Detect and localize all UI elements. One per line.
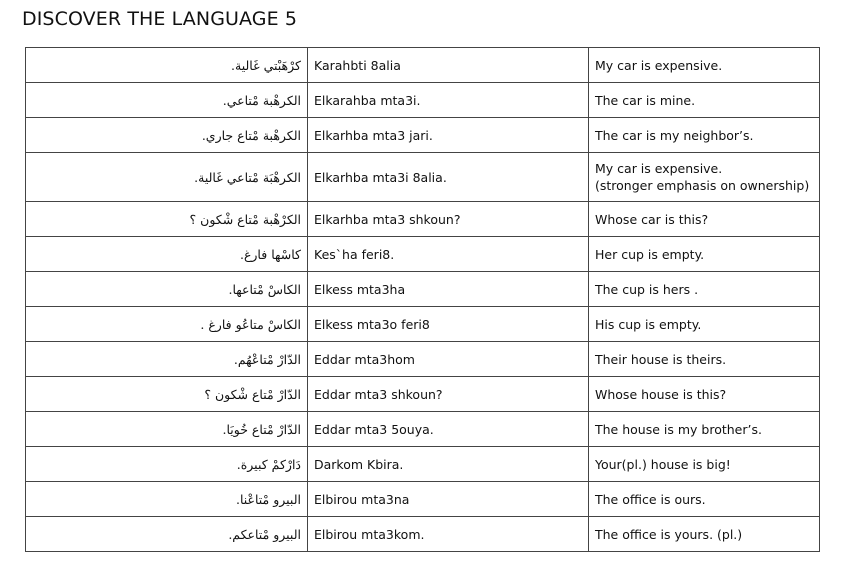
table-row xyxy=(26,482,820,517)
english-cell xyxy=(589,202,820,237)
table-row xyxy=(26,342,820,377)
table-row xyxy=(26,272,820,307)
english-line: Her cup is empty. xyxy=(595,246,705,262)
table-row xyxy=(26,118,820,153)
transliteration-cell: Elkess mta3ha xyxy=(308,272,589,307)
transliteration-cell: Darkom Kbira. xyxy=(308,447,589,482)
english-cell xyxy=(589,153,820,202)
english-line: The car is my neighbor’s. xyxy=(595,127,754,143)
english-line: The car is mine. xyxy=(595,92,696,108)
english-cell xyxy=(589,118,820,153)
table-row xyxy=(26,202,820,237)
table-row xyxy=(26,48,820,83)
arabic-cell: الدّارْ مْتاع خُويَا. xyxy=(26,412,308,447)
transliteration-cell: Eddar mta3hom xyxy=(308,342,589,377)
table-body xyxy=(26,48,820,552)
english-cell xyxy=(589,48,820,83)
english-cell xyxy=(589,517,820,552)
english-line: (stronger emphasis on ownership) xyxy=(595,178,810,193)
english-cell xyxy=(589,83,820,118)
table-row xyxy=(26,83,820,118)
transliteration-cell: Elkarhba mta3i 8alia. xyxy=(308,153,589,202)
arabic-cell: الكاسْ مْتاعها. xyxy=(26,272,308,307)
arabic-cell: الكرهْبة مْتاعي. xyxy=(26,83,308,118)
page-title: DISCOVER THE LANGUAGE 5 xyxy=(22,8,298,30)
english-line: The office is yours. (pl.) xyxy=(595,526,743,542)
english-cell xyxy=(589,272,820,307)
english-line: Your(pl.) house is big! xyxy=(595,456,731,472)
transliteration-cell: Elkess mta3o feri8 xyxy=(308,307,589,342)
transliteration-cell: Elkarhba mta3 shkoun? xyxy=(308,202,589,237)
table-row xyxy=(26,412,820,447)
english-line: His cup is empty. xyxy=(595,316,702,332)
english-line: My car is expensive. xyxy=(595,161,723,176)
transliteration-cell: Elbirou mta3na xyxy=(308,482,589,517)
transliteration-cell: Elkarahba mta3i. xyxy=(308,83,589,118)
arabic-cell: الدّارْ مْتاع شْكون ؟ xyxy=(26,377,308,412)
english-line: Whose car is this? xyxy=(595,211,709,227)
english-line: The cup is hers . xyxy=(595,281,699,297)
english-line: My car is expensive. xyxy=(595,57,723,73)
table-row xyxy=(26,447,820,482)
arabic-cell: دَارْكمْ كبيرة. xyxy=(26,447,308,482)
arabic-cell: الدّارْ مْتاعْهُم. xyxy=(26,342,308,377)
arabic-cell: الكرْهْبة مْتاع شْكون ؟ xyxy=(26,202,308,237)
table-row xyxy=(26,153,820,202)
english-cell xyxy=(589,447,820,482)
arabic-cell: الكاسْ متاعُو فارغ . xyxy=(26,307,308,342)
english-cell xyxy=(589,307,820,342)
transliteration-cell: Elbirou mta3kom. xyxy=(308,517,589,552)
arabic-cell: البيرو مْتاعكم. xyxy=(26,517,308,552)
table-row xyxy=(26,307,820,342)
table-row xyxy=(26,237,820,272)
table-row xyxy=(26,517,820,552)
transliteration-cell: Elkarhba mta3 jari. xyxy=(308,118,589,153)
english-cell xyxy=(589,482,820,517)
arabic-cell: الكرهْبة مْتاع جاري. xyxy=(26,118,308,153)
english-line: Whose house is this? xyxy=(595,386,727,402)
arabic-cell: كرْهَبْتي غَالية. xyxy=(26,48,308,83)
arabic-cell: الكرهْبَة مْتاعي غَالية. xyxy=(26,153,308,202)
transliteration-cell: Eddar mta3 5ouya. xyxy=(308,412,589,447)
english-line: The office is ours. xyxy=(595,491,706,507)
arabic-cell: البيرو مْتاعْنا. xyxy=(26,482,308,517)
transliteration-cell: Karahbti 8alia xyxy=(308,48,589,83)
table-row xyxy=(26,377,820,412)
english-line: Their house is theirs. xyxy=(595,351,727,367)
english-cell xyxy=(589,412,820,447)
english-line: The house is my brother’s. xyxy=(595,421,762,437)
transliteration-cell: Kes`ha feri8. xyxy=(308,237,589,272)
transliteration-cell: Eddar mta3 shkoun? xyxy=(308,377,589,412)
arabic-cell: كاسْها فارغ. xyxy=(26,237,308,272)
vocabulary-table xyxy=(25,47,820,552)
english-cell xyxy=(589,237,820,272)
english-cell xyxy=(589,377,820,412)
english-cell xyxy=(589,342,820,377)
